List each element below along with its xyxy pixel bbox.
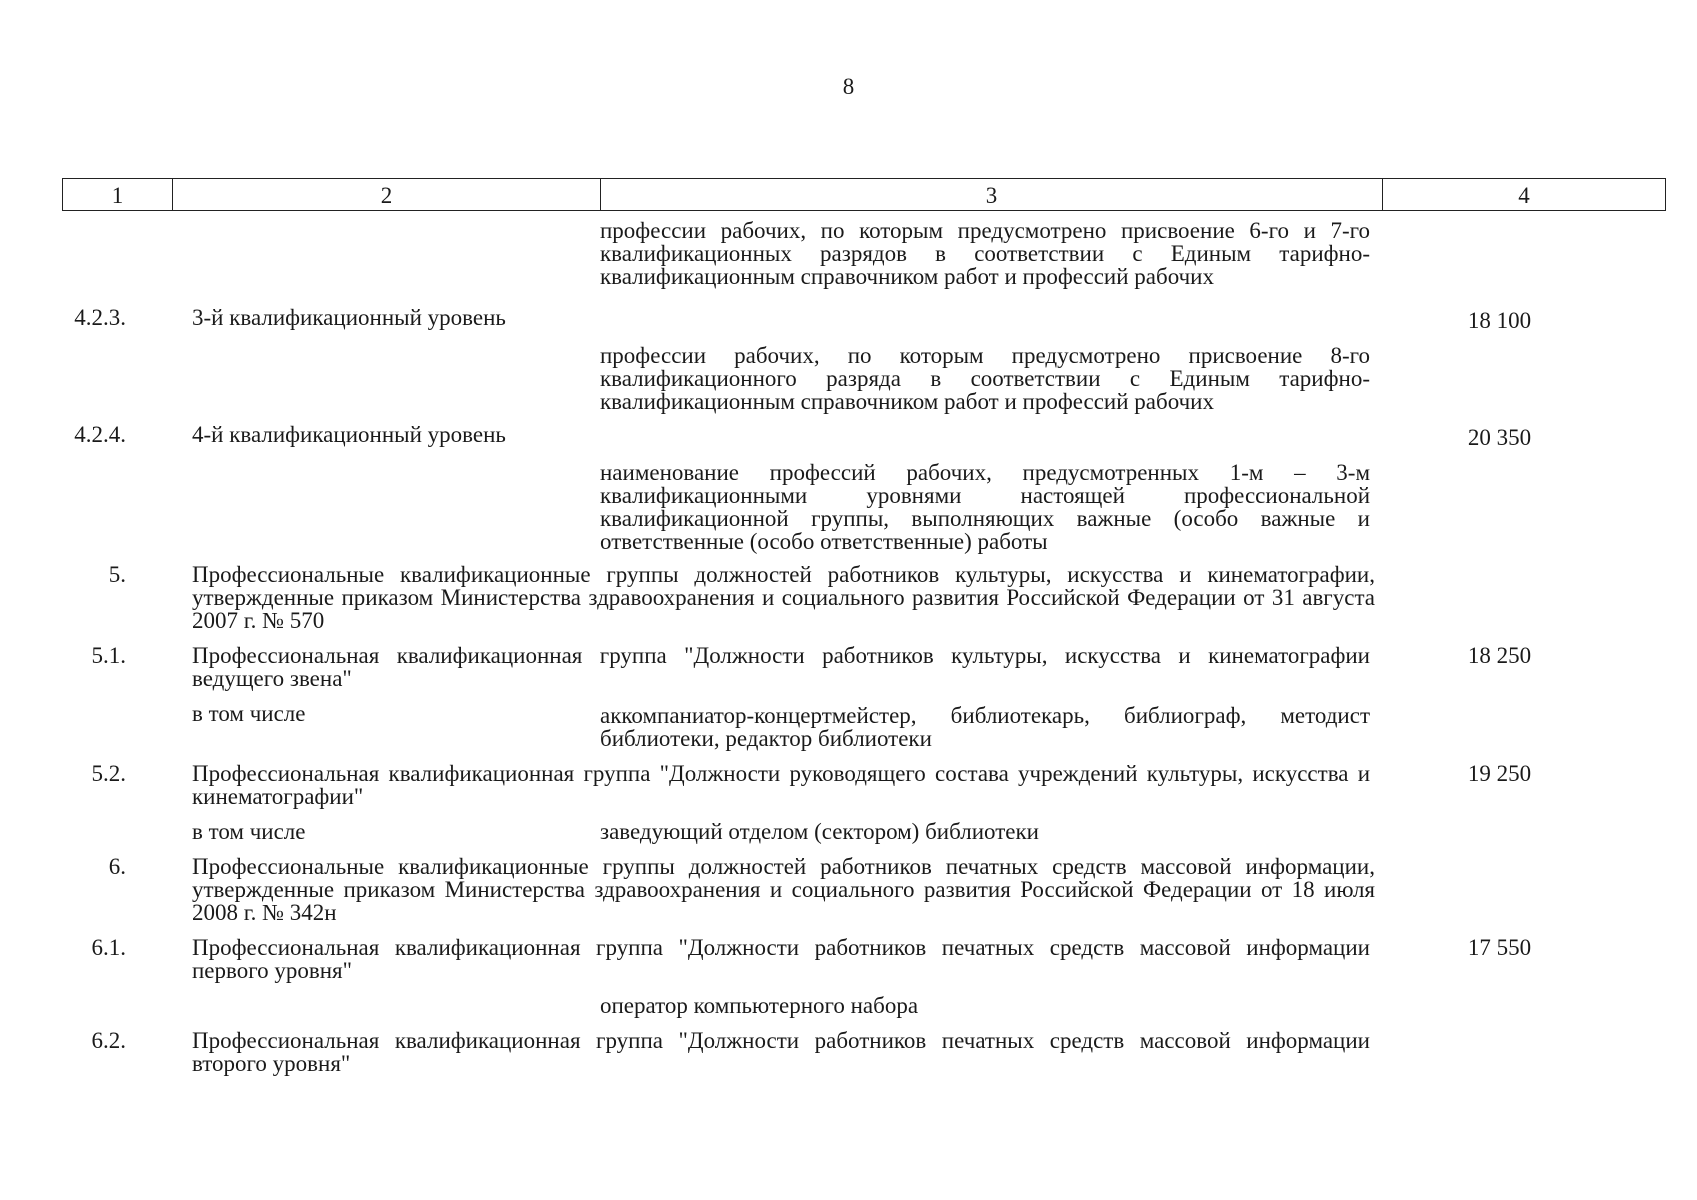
row-value: 18 250	[1467, 643, 1532, 668]
table-header	[62, 178, 1666, 211]
row-value	[1382, 219, 1665, 288]
row-description: заведующий отделом (сектором) библиотеки	[600, 819, 1039, 844]
row-title: Профессиональные квалификационные группы должностей работников культуры, искусства и кинематографии, утвержденные приказом Министерства здравоохранения и социального развития Российской Федерации от 31 августа 2007 г. № 570	[192, 562, 1375, 633]
row-number	[62, 344, 172, 413]
table-row	[62, 644, 1665, 690]
table-row	[62, 855, 1665, 924]
table-row	[62, 344, 1665, 413]
row-number: 5.1.	[91, 643, 126, 668]
table-row	[62, 762, 1665, 808]
row-title: Профессиональная квалификационная группа "Должности руководящего состава учреждений культуры, искусства и кинематографии"	[192, 761, 1370, 809]
row-description: аккомпаниатор-концертмейстер, библиотекарь, библиограф, методист библиотеки, редактор библиотеки	[600, 703, 1370, 751]
table-row	[62, 219, 1665, 288]
row-title: 4-й квалификационный уровень	[192, 422, 506, 447]
row-value: 19 250	[1467, 761, 1532, 786]
table-row	[62, 461, 1665, 553]
row-description: наименование профессий рабочих, предусмотренных 1-м – 3-м квалификационными уровнями настоящей профессиональной квалификационной группы, выполняющих важные (особо важные и ответственные (особо ответственные) работы	[600, 460, 1370, 554]
row-value	[1382, 344, 1665, 413]
header-col-3: 3	[601, 179, 1383, 211]
row-number: 6.2.	[91, 1028, 126, 1053]
row-title	[172, 219, 600, 288]
row-number	[62, 820, 172, 843]
row-description: профессии рабочих, по которым предусмотрено присвоение 6-го и 7-го квалификационных разрядов в соответствии с Единым тарифно-квалификационным справочником работ и профессий рабочих	[600, 218, 1370, 289]
row-value	[1382, 702, 1665, 750]
row-number	[62, 702, 172, 750]
row-description	[600, 423, 1382, 449]
row-value: 20 350	[1467, 425, 1532, 450]
row-number: 6.	[108, 854, 126, 879]
row-number: 4.2.4.	[74, 422, 126, 447]
row-title	[172, 994, 600, 1017]
row-title: в том числе	[192, 819, 306, 844]
row-value	[1382, 994, 1665, 1017]
row-description	[600, 306, 1382, 332]
table-row	[62, 702, 1665, 750]
header-col-1: 1	[63, 179, 173, 211]
table-row	[62, 820, 1665, 843]
table-row	[62, 994, 1665, 1017]
row-title	[172, 461, 600, 553]
row-number: 5.2.	[91, 761, 126, 786]
table-body	[62, 219, 1665, 1075]
row-number	[62, 994, 172, 1017]
row-description: оператор компьютерного набора	[600, 993, 919, 1018]
row-value: 17 550	[1467, 935, 1532, 960]
row-value	[1382, 820, 1665, 843]
row-value	[1382, 461, 1665, 553]
row-number: 5.	[108, 562, 126, 587]
table-row	[62, 563, 1665, 632]
row-title: Профессиональная квалификационная группа "Должности работников печатных средств массовой информации первого уровня"	[192, 935, 1370, 983]
row-value	[1382, 1029, 1665, 1075]
table-row	[62, 1029, 1665, 1075]
row-number: 6.1.	[91, 935, 126, 960]
row-number	[62, 219, 172, 288]
row-number: 4.2.3.	[74, 305, 126, 330]
header-col-2: 2	[173, 179, 601, 211]
header-col-4: 4	[1383, 179, 1666, 211]
row-value: 18 100	[1467, 308, 1532, 333]
table-row	[62, 306, 1665, 332]
table-row	[62, 423, 1665, 449]
page-number: 8	[842, 74, 855, 99]
row-title: Профессиональная квалификационная группа "Должности работников печатных средств массовой информации второго уровня"	[192, 1028, 1370, 1076]
row-description: профессии рабочих, по которым предусмотрено присвоение 8-го квалификационного разряда в соответствии с Единым тарифно-квалификационным справочником работ и профессий рабочих	[600, 343, 1370, 414]
row-title: Профессиональные квалификационные группы должностей работников печатных средств массовой информации, утвержденные приказом Министерства здравоохранения и социального развития Российской Федерации от 18 июля 2008 г. № 342н	[192, 854, 1375, 925]
row-title: в том числе	[192, 701, 306, 726]
row-title	[172, 344, 600, 413]
row-title: Профессиональная квалификационная группа "Должности работников культуры, искусства и кинематографии ведущего звена"	[192, 643, 1370, 691]
row-title: 3-й квалификационный уровень	[192, 305, 506, 330]
row-number	[62, 461, 172, 553]
table-row	[62, 936, 1665, 982]
